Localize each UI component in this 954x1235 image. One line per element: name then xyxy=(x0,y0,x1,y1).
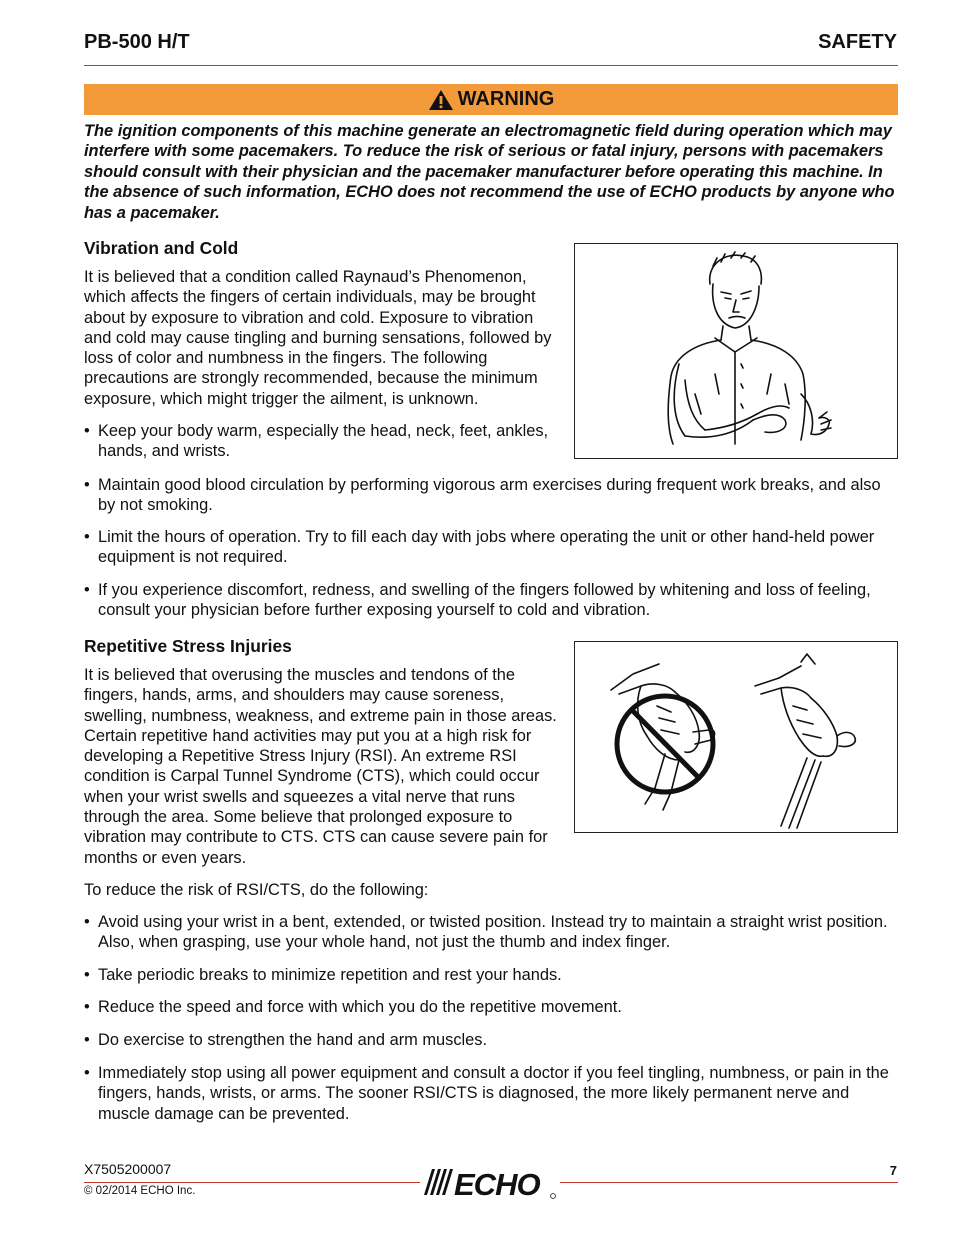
bullet-marker: • xyxy=(84,1064,90,1082)
part-number: X7505200007 xyxy=(84,1161,172,1177)
vibration-intro: It is believed that a condition called Raynaud’s Phenomenon, which affects the fingers of certain individuals, may be brought about by exposure to vibration and cold. Exposure to vibration and cold may cause tingling and burning sensations, followed by loss of color and numbness in the fingers. The following precautions are strongly recommended, because the minimum exposure, which might trigger the ailment, is unknown. xyxy=(84,268,552,408)
rsi-lead: To reduce the risk of RSI/CTS, do the following: xyxy=(84,881,429,899)
list-item xyxy=(84,912,898,953)
man-cold-hands-icon xyxy=(575,244,897,458)
rsi-intro: It is believed that overusing the muscles and tendons of the fingers, hands, arms, and shoulders may cause soreness, swelling, numbness, weakness, and extreme pain in those areas. Certain repetitive hand activities may put you at a high risk for developing a Repetitive Stress Injury (RSI). An extreme RSI condition is Carpal Tunnel Syndrome (CTS), which could occur when your wrist swells and squeezes a vital nerve that runs through the area. Some believe that prolonged exposure to vibration may contribute to CTS. CTS can cause severe pain for months or even years. xyxy=(84,666,557,867)
warning-text: The ignition components of this machine generate an electromagnetic field during operation which may interfere with some pacemakers. To reduce the risk of serious or fatal injury, persons with pacemakers should consult with their physician and the pacemaker manufacturer before operating this machine. In the absence of such information, ECHO does not recommend the use of ECHO products by anyone who has a pacemaker. xyxy=(84,122,895,222)
bullet-marker: • xyxy=(84,422,90,440)
bullet-marker: • xyxy=(84,966,90,984)
footer-divider-left xyxy=(84,1182,420,1183)
header-divider xyxy=(84,65,898,66)
bullet-text: Take periodic breaks to minimize repetition and rest your hands. xyxy=(98,966,562,984)
list-item xyxy=(84,475,898,516)
bullet-marker: • xyxy=(84,476,90,494)
bullet-text: Limit the hours of operation. Try to fill each day with jobs where operating the unit or other hand-held power equipment is not required. xyxy=(98,528,875,567)
list-item xyxy=(84,997,898,1017)
bullet-marker: • xyxy=(84,581,90,599)
bullet-marker: • xyxy=(84,1031,90,1049)
echo-logo-icon xyxy=(420,1163,560,1201)
bullet-text: Do exercise to strengthen the hand and arm muscles. xyxy=(98,1031,488,1049)
list-item xyxy=(84,1063,898,1124)
section-title: SAFETY xyxy=(818,31,897,53)
list-item xyxy=(84,965,898,985)
bullet-marker: • xyxy=(84,998,90,1016)
copyright: © 02/2014 ECHO Inc. xyxy=(84,1185,196,1197)
footer-divider-right xyxy=(560,1182,898,1183)
bullet-text: Reduce the speed and force with which you do the repetitive movement. xyxy=(98,998,622,1016)
cold-hands-illustration xyxy=(574,243,898,459)
bullet-text: Maintain good blood circulation by performing vigorous arm exercises during frequent work breaks, and also by not smoking. xyxy=(98,476,881,515)
bullet-marker: • xyxy=(84,528,90,546)
logo-wordmark: ECHO xyxy=(454,1167,540,1201)
list-item xyxy=(84,421,564,462)
warning-banner xyxy=(84,84,898,115)
warning-label: WARNING xyxy=(457,88,555,110)
vibration-heading: Vibration and Cold xyxy=(84,238,239,258)
bullet-text: Keep your body warm, especially the head, neck, feet, ankles, hands, and wrists. xyxy=(98,422,549,461)
list-item xyxy=(84,580,898,621)
wrist-position-illustration xyxy=(574,641,898,833)
bullet-text: Immediately stop using all power equipment and consult a doctor if you feel tingling, numbness, or pain in the fingers, hands, wrists, or arms. The sooner RSI/CTS is diagnosed, the more likely permanent nerve and muscle damage can be prevented. xyxy=(98,1064,889,1123)
rsi-heading: Repetitive Stress Injuries xyxy=(84,636,292,656)
warning-triangle-icon xyxy=(428,89,454,111)
page-number: 7 xyxy=(889,1163,897,1178)
bullet-text: Avoid using your wrist in a bent, extended, or twisted position. Instead try to maintain a straight wrist position. Also, when grasping, use your whole hand, not just the thumb and index finger. xyxy=(98,913,888,952)
wrist-grip-icon xyxy=(575,642,897,832)
bullet-marker: • xyxy=(84,913,90,931)
list-item xyxy=(84,1030,898,1050)
bullet-text: If you experience discomfort, redness, and swelling of the fingers followed by whitening and loss of feeling, consult your physician before further exposing yourself to cold and vibration. xyxy=(98,581,871,620)
document-model: PB-500 H/T xyxy=(84,31,190,53)
list-item xyxy=(84,527,898,568)
